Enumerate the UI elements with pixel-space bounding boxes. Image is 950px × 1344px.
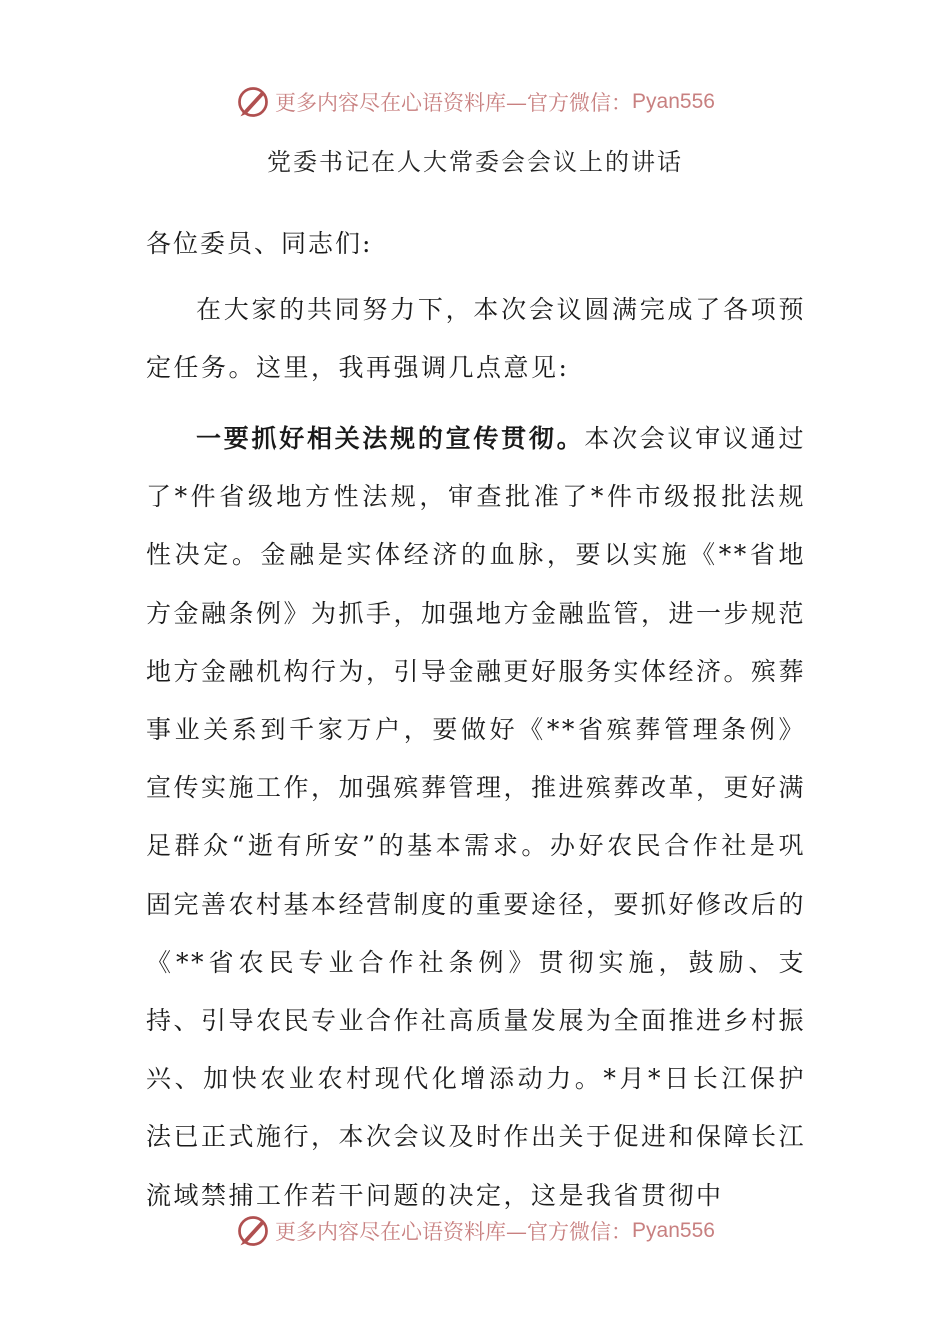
paragraph-intro: 在大家的共同努力下，本次会议圆满完成了各项预定任务。这里，我再强调几点意见: — [146, 295, 806, 383]
paragraph-body: 本次会议审议通过了*件省级地方性法规，审查批准了*件市级报批法规性决定。金融是实体经济的血脉，要以实施《**省地方金融条例》为抓手，加强地方金融监管，进一步规范地方金融机构行为，引导金融更好服务实体经济。殡葬事业关系到千家万户，要做好《**省殡葬管理条例》宣传实施工作，加强殡葬管理，推进殡葬改革，更好满足群众“逝有所安”的基本需求。办好农民合作社是巩固完善农村基本经营制度的重要途径，要抓好修改后的《**省农民专业合作社条例》贯彻实施，鼓励、支持、引导农民专业合作社高质量发展为全面推进乡村振兴、加快农业农村现代化增添动力。*月*日长江保护法已正式施行，本次会议及时作出关于促进和保障长江流域禁捕工作若干问题的决定，这是我省贯彻中 — [146, 424, 807, 1210]
footer-watermark — [0, 1209, 950, 1253]
watermark-text: 更多内容尽在心语资料库—官方微信： — [275, 91, 633, 115]
page-title: 党委书记在人大常委会会议上的讲话 — [267, 148, 683, 176]
header-watermark — [0, 80, 950, 124]
watermark-id: Pyan556 — [632, 90, 715, 113]
quill-logo-icon — [235, 84, 271, 120]
watermark-text: 更多内容尽在心语资料库—官方微信： — [275, 1220, 633, 1244]
paragraph-point-one — [146, 410, 806, 1225]
watermark-id: Pyan556 — [632, 1219, 715, 1242]
paragraph-lead: 一要抓好相关法规的宣传贯彻。 — [196, 424, 585, 453]
quill-logo-icon — [235, 1213, 271, 1249]
salutation: 各位委员、同志们: — [146, 229, 373, 258]
